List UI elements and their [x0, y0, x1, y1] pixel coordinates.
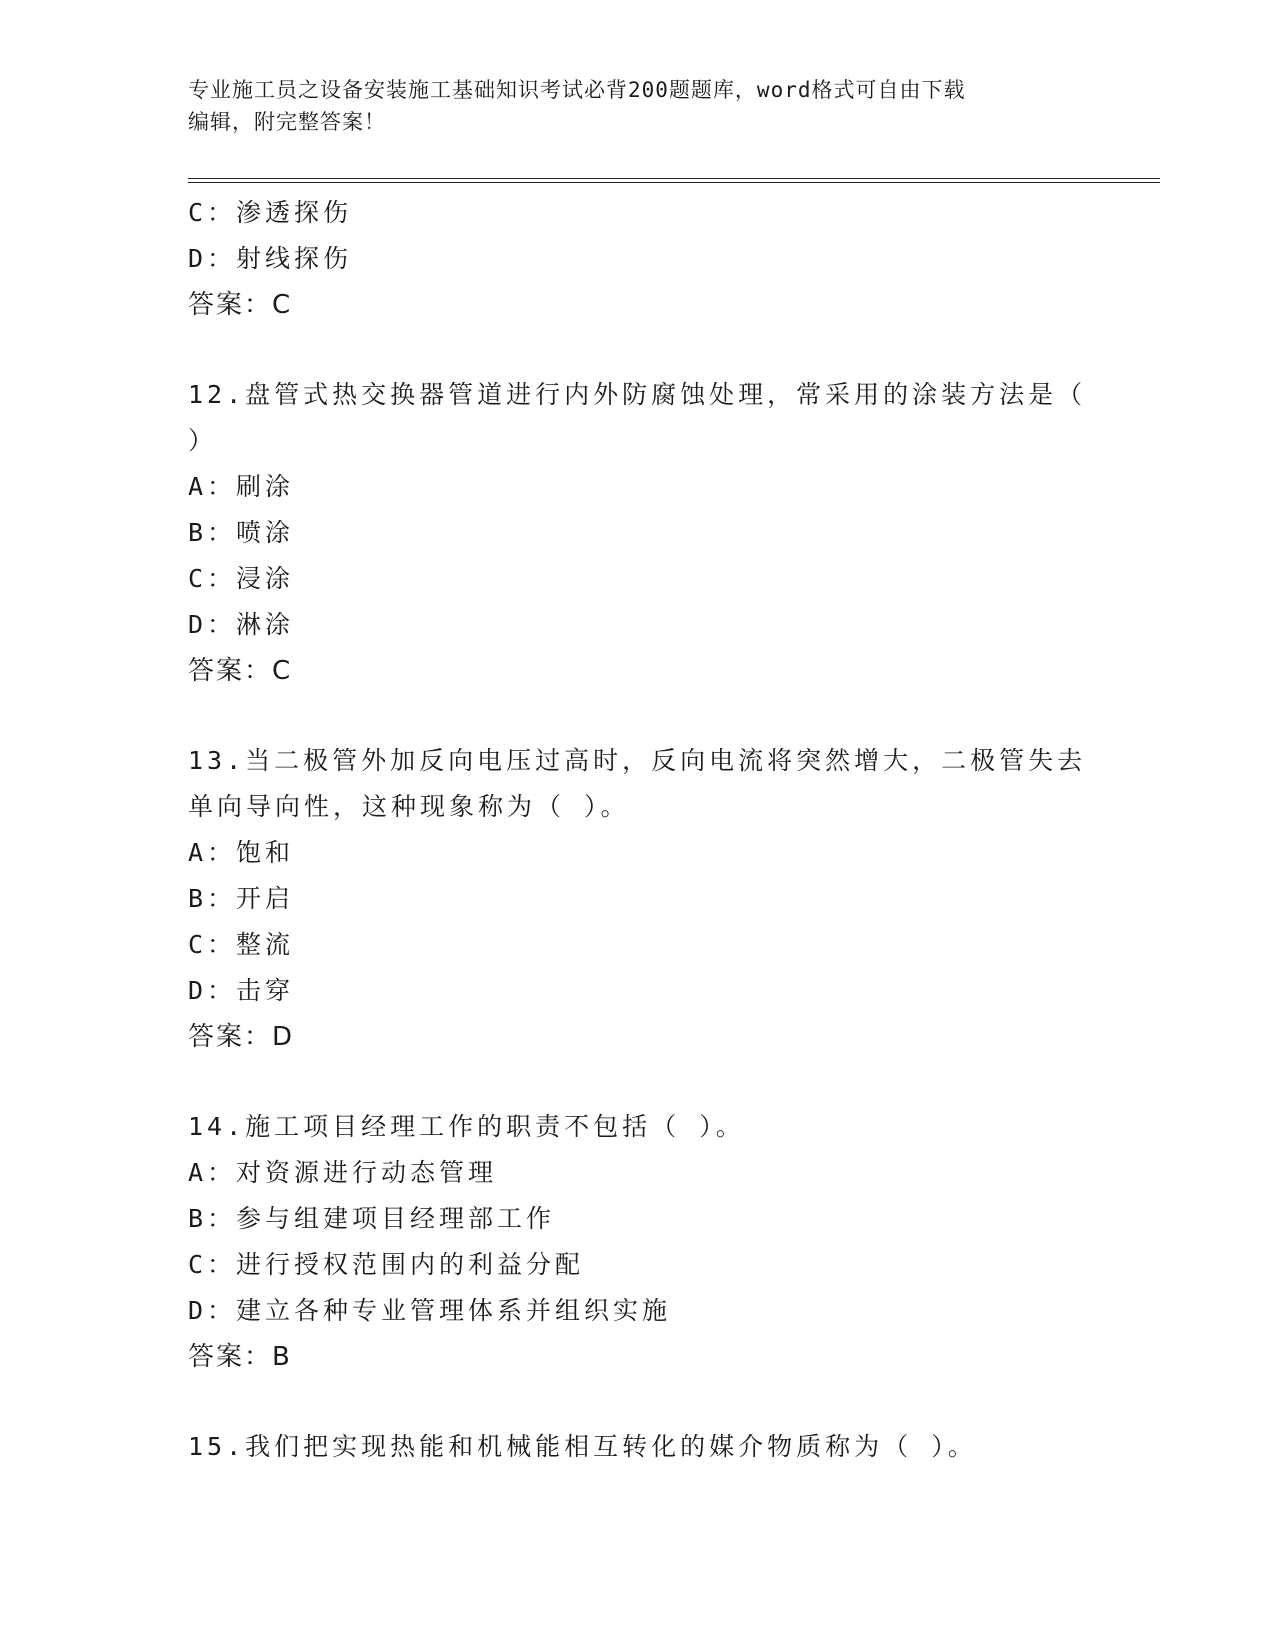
document-header	[188, 74, 1078, 138]
question-14	[188, 1104, 1088, 1380]
header-divider	[188, 178, 1160, 183]
question-stem: 14.施工项目经理工作的职责不包括（ ）。	[188, 1112, 745, 1141]
option-a: A：刷涂	[188, 472, 295, 501]
question-11-continued	[188, 190, 1088, 328]
question-stem: 13.当二极管外加反向电压过高时，反向电流将突然增大，二极管失去单向导向性，这种现象称为（ ）。	[188, 746, 1087, 821]
option-d: D：淋涂	[188, 610, 295, 639]
option-d: D：射线探伤	[188, 244, 353, 273]
answer: 答案：D	[188, 1022, 295, 1052]
answer: 答案：C	[188, 290, 293, 320]
question-stem: 15.我们把实现热能和机械能相互转化的媒介物质称为（ ）。	[188, 1432, 977, 1461]
question-list	[188, 190, 1088, 1470]
option-d: D：击穿	[188, 976, 295, 1005]
option-c: C：渗透探伤	[188, 198, 353, 227]
option-c: C：浸涂	[188, 564, 295, 593]
option-c: C：进行授权范围内的利益分配	[188, 1250, 585, 1279]
question-12	[188, 372, 1088, 694]
answer: 答案：B	[188, 1342, 292, 1372]
option-c: C：整流	[188, 930, 295, 959]
option-b: B：开启	[188, 884, 295, 913]
answer: 答案：C	[188, 656, 293, 686]
option-b: B：喷涂	[188, 518, 295, 547]
option-a: A：饱和	[188, 838, 295, 867]
question-stem: 12.盘管式热交换器管道进行内外防腐蚀处理，常采用的涂装方法是（ ）	[188, 380, 1087, 455]
header-title-line-2: 编辑，附完整答案！	[188, 110, 386, 134]
option-d: D：建立各种专业管理体系并组织实施	[188, 1296, 672, 1325]
header-title-line-1: 专业施工员之设备安装施工基础知识考试必背200题题库，word格式可自由下载	[188, 78, 966, 102]
option-a: A：对资源进行动态管理	[188, 1158, 498, 1187]
question-13	[188, 738, 1088, 1060]
option-b: B：参与组建项目经理部工作	[188, 1204, 556, 1233]
question-15	[188, 1424, 1088, 1470]
